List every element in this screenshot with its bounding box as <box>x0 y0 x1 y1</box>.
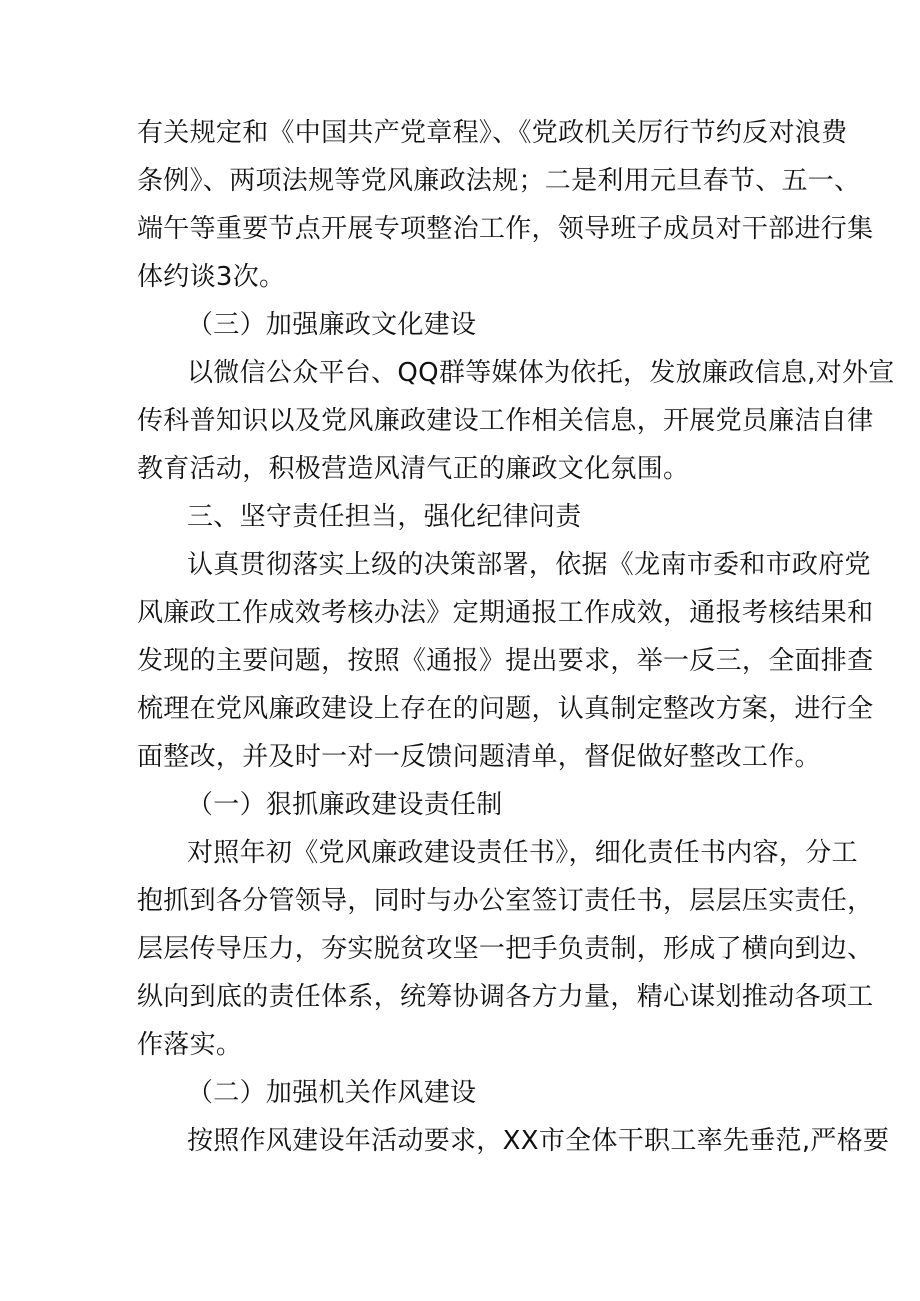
paragraph-line: 有关规定和《中国共产党章程》、《党政机关厉行节约反对浪费 <box>137 118 848 148</box>
paragraph-line: 层层传导压力，夯实脱贫攻坚一把手负责制，形成了横向到边、 <box>137 934 874 964</box>
paragraph-line: 教育活动，积极营造风清气正的廉政文化氛围。 <box>137 454 690 484</box>
paragraph-line: 面整改，并及时一对一反馈问题清单，督促做好整改工作。 <box>137 742 821 772</box>
paragraph-line: 认真贯彻落实上级的决策部署，依据《龙南市委和市政府党 <box>187 550 871 580</box>
section-heading-3: （三）加强廉政文化建设 <box>187 310 477 340</box>
paragraph-line: 条例》、两项法规等党风廉政法规；二是利用元旦春节、五一、 <box>137 166 861 196</box>
section-heading-2: （二）加强机关作风建设 <box>187 1078 477 1108</box>
paragraph-line: 风廉政工作成效考核办法》定期通报工作成效，通报考核结果和 <box>137 598 874 628</box>
section-heading-main: 三、坚守责任担当，强化纪律问责 <box>187 502 582 532</box>
paragraph-line: 梳理在党风廉政建设上存在的问题，认真制定整改方案，进行全 <box>137 694 874 724</box>
paragraph-line: 作落实。 <box>137 1030 243 1060</box>
paragraph-line: 端午等重要节点开展专项整治工作，领导班子成员对干部进行集 <box>137 214 874 244</box>
paragraph-line: 抱抓到各分管领导，同时与办公室签订责任书，层层压实责任， <box>137 886 874 916</box>
section-heading-1: （一）狠抓廉政建设责任制 <box>187 790 503 820</box>
paragraph-line: 以微信公众平台、QQ群等媒体为依托，发放廉政信息,对外宣 <box>187 358 895 388</box>
paragraph-line: 发现的主要问题，按照《通报》提出要求，举一反三，全面排查 <box>137 646 874 676</box>
paragraph-line: 按照作风建设年活动要求，XX市全体干职工率先垂范,严格要 <box>187 1126 890 1156</box>
paragraph-line: 体约谈3次。 <box>137 262 286 292</box>
paragraph-line: 传科普知识以及党风廉政建设工作相关信息，开展党员廉洁自律 <box>137 406 874 436</box>
paragraph-line: 对照年初《党风廉政建设责任书》，细化责任书内容，分工 <box>187 838 858 868</box>
paragraph-line: 纵向到底的责任体系，统筹协调各方力量，精心谋划推动各项工 <box>137 982 874 1012</box>
